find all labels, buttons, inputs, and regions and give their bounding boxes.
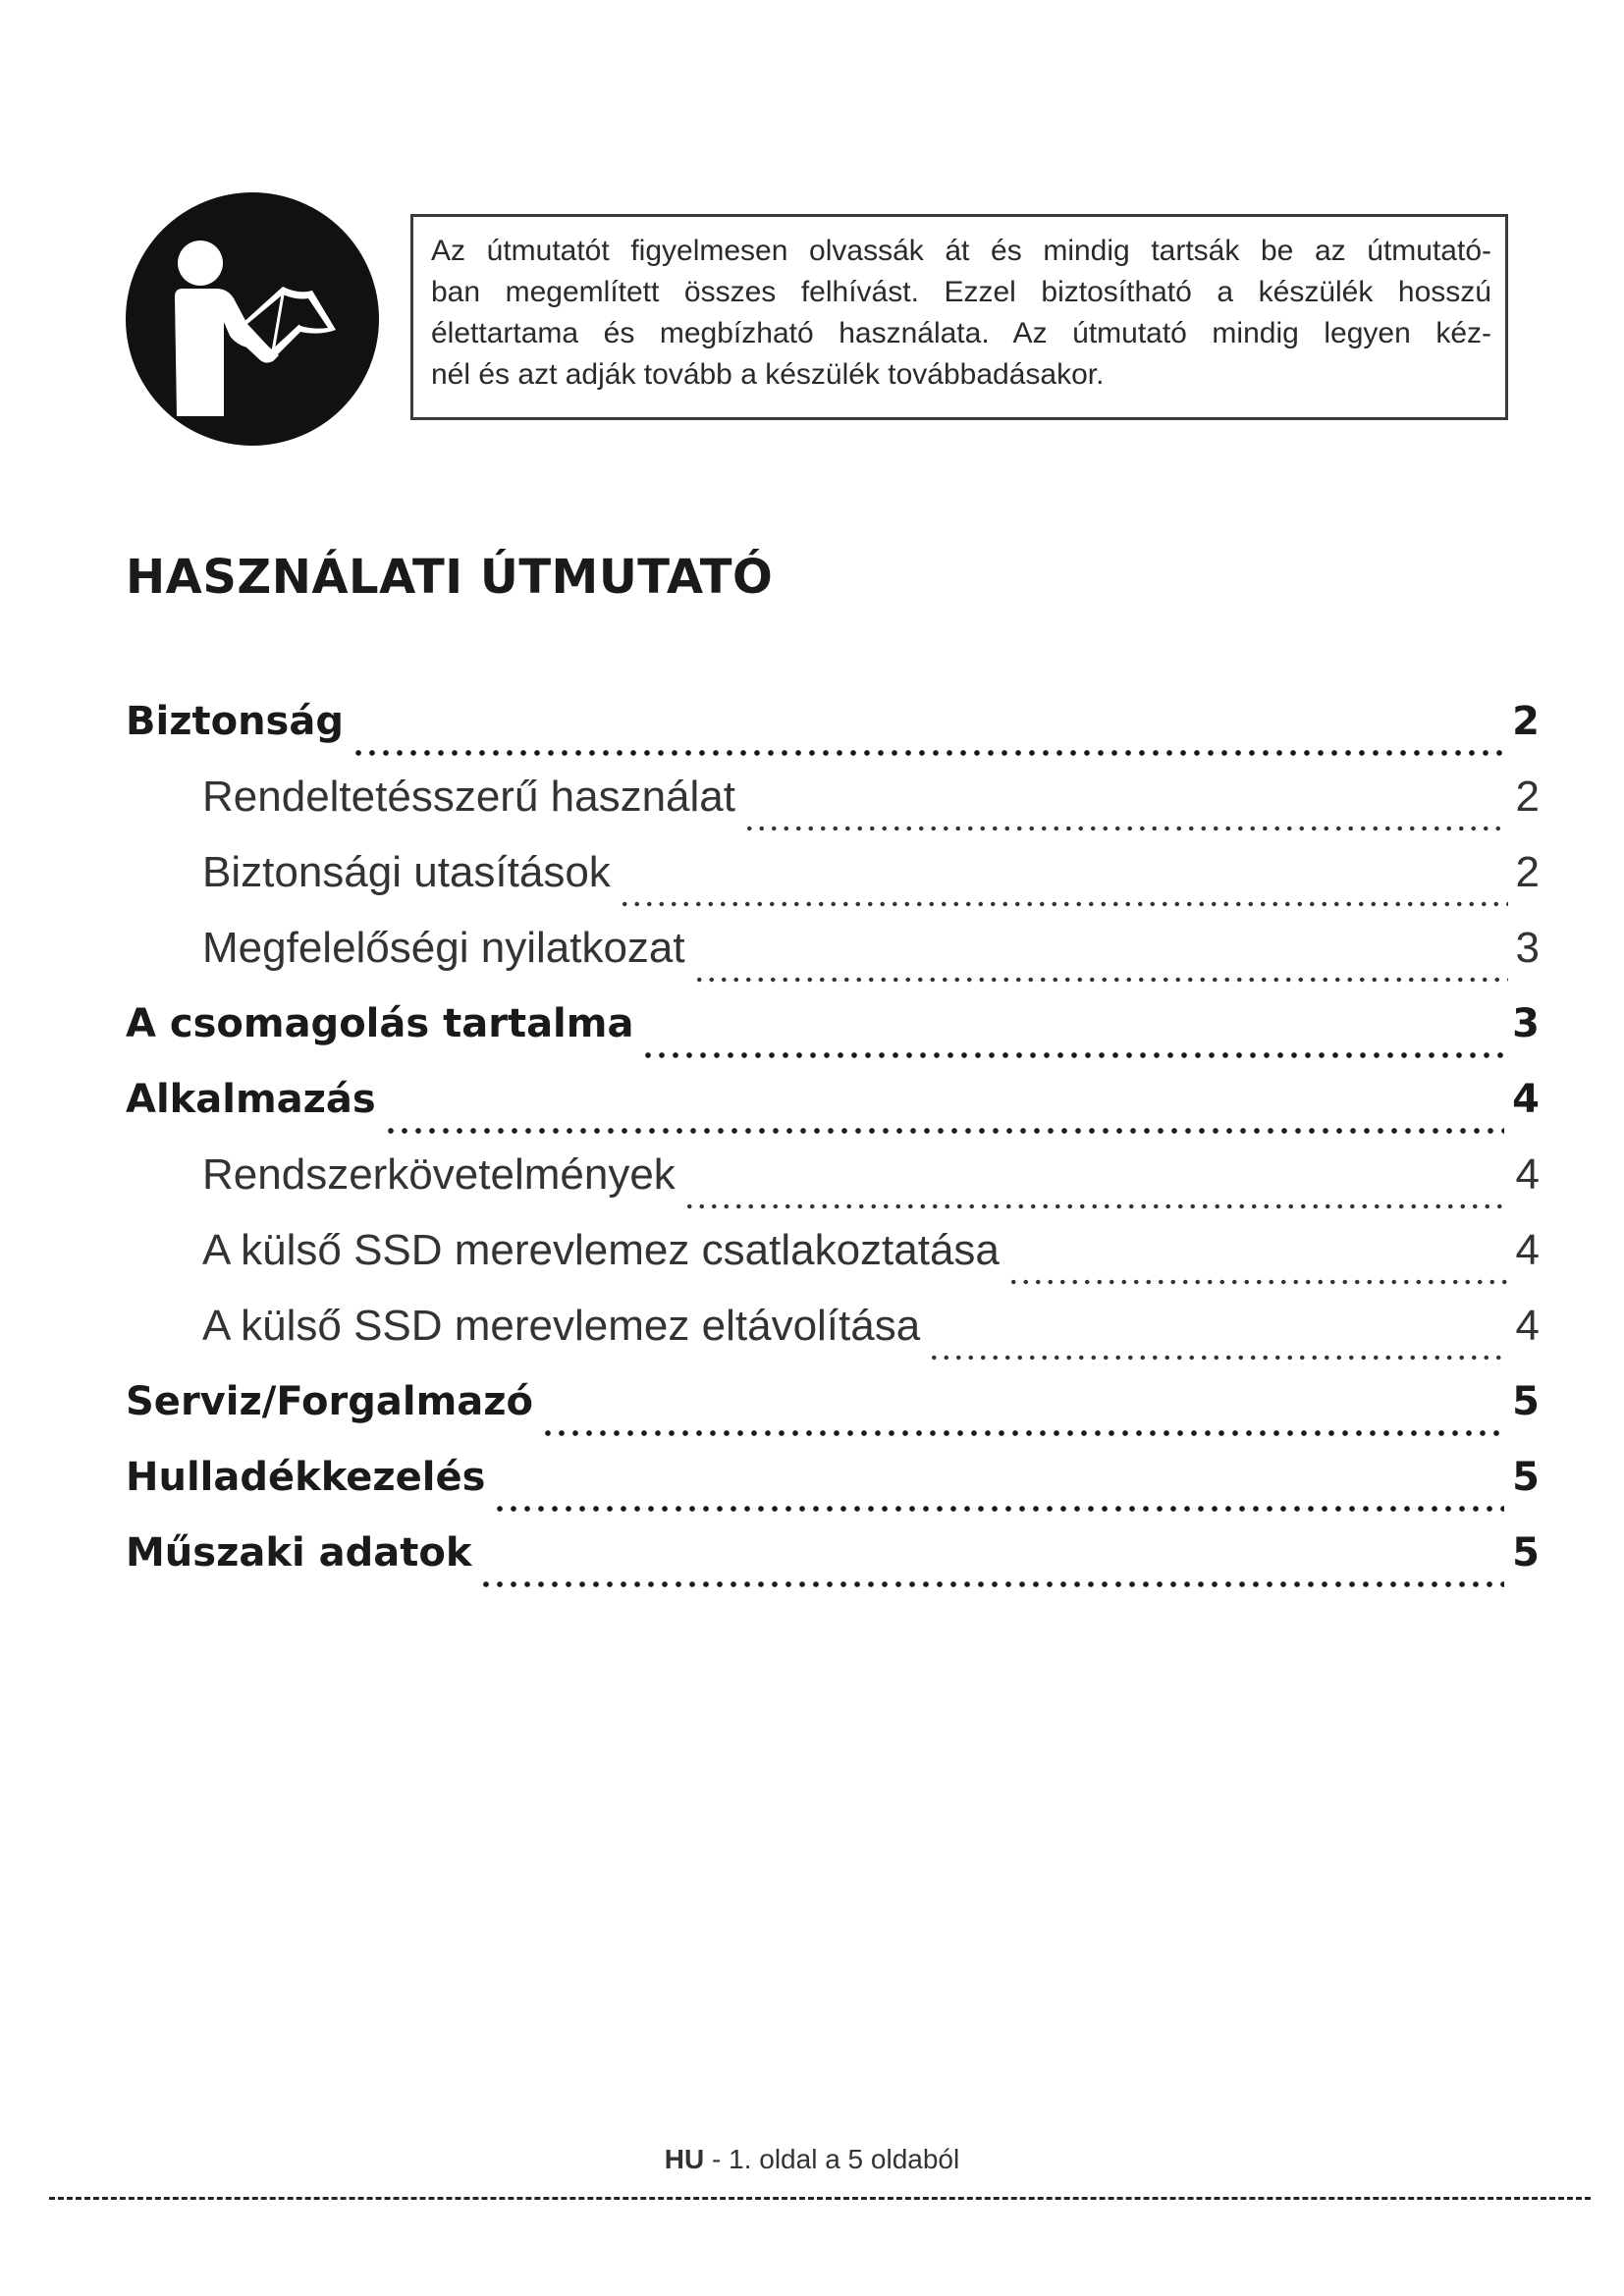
notice-box — [410, 214, 1508, 420]
toc-page-number: 2 — [1515, 847, 1540, 896]
toc-dot-leader — [1007, 1262, 1508, 1288]
toc-entry-label: A csomagolás tartalma — [126, 1000, 634, 1046]
toc-dot-leader — [352, 733, 1504, 759]
notice-line: élettartama és megbízható használata. Az útmutató mindig legyen kéz- — [431, 317, 1491, 349]
toc-dot-leader — [479, 1565, 1504, 1590]
toc-dot-leader — [928, 1338, 1507, 1363]
toc-page-number: 5 — [1512, 1454, 1540, 1500]
toc-page-number: 4 — [1515, 1301, 1540, 1350]
toc-entry-label: A külső SSD merevlemez csatlakoztatása — [202, 1225, 1000, 1274]
toc-page-number: 4 — [1515, 1225, 1540, 1274]
toc-entry[interactable] — [126, 1439, 1540, 1515]
toc-entry[interactable] — [126, 1061, 1540, 1137]
notice-line: Az útmutatót figyelmesen olvassák át és mindig tartsák be az útmutató- — [431, 235, 1491, 267]
toc-entry-label: Serviz/Forgalmazó — [126, 1378, 534, 1424]
toc-page-number: 4 — [1515, 1149, 1540, 1199]
toc-entry[interactable] — [126, 1515, 1540, 1590]
toc-entry-label: Biztonsági utasítások — [202, 847, 611, 896]
toc-subentry[interactable] — [126, 1137, 1540, 1212]
toc-page-number: 2 — [1512, 698, 1540, 744]
toc-dot-leader — [743, 809, 1508, 834]
toc-entry-label: A külső SSD merevlemez eltávolítása — [202, 1301, 921, 1350]
toc-dot-leader — [619, 884, 1508, 910]
toc-entry-label: Alkalmazás — [126, 1076, 376, 1122]
table-of-contents — [126, 683, 1540, 1590]
page-footer — [0, 2144, 1624, 2175]
toc-dot-leader — [641, 1036, 1504, 1061]
footer-language-code: HU — [664, 2144, 705, 2174]
toc-dot-leader — [541, 1414, 1504, 1439]
toc-dot-leader — [493, 1489, 1504, 1515]
notice-line: ban megemlített összes felhívást. Ezzel biztosítható a készülék hosszú — [431, 276, 1491, 308]
toc-page-number: 5 — [1512, 1378, 1540, 1424]
footer-separator: - — [704, 2144, 730, 2174]
toc-entry-label: Rendeltetésszerű használat — [202, 772, 735, 821]
toc-subentry[interactable] — [126, 910, 1540, 986]
toc-page-number: 3 — [1512, 1000, 1540, 1046]
toc-entry-label: Rendszerkövetelmények — [202, 1149, 676, 1199]
toc-entry[interactable] — [126, 683, 1540, 759]
toc-subentry[interactable] — [126, 834, 1540, 910]
toc-entry-label: Műszaki adatok — [126, 1529, 472, 1575]
toc-page-number: 5 — [1512, 1529, 1540, 1575]
toc-dot-leader — [693, 960, 1508, 986]
read-manual-icon — [126, 192, 379, 446]
toc-dot-leader — [683, 1187, 1508, 1212]
toc-dot-leader — [384, 1111, 1504, 1137]
notice-line: nél és azt adják tovább a készülék továbbadásakor. — [431, 358, 1105, 391]
footer-divider — [49, 2197, 1591, 2200]
toc-entry-label: Megfelelőségi nyilatkozat — [202, 923, 685, 972]
toc-entry[interactable] — [126, 1363, 1540, 1439]
toc-page-number: 4 — [1512, 1076, 1540, 1122]
toc-page-number: 2 — [1515, 772, 1540, 821]
toc-entry-label: Hulladékkezelés — [126, 1454, 486, 1500]
toc-subentry[interactable] — [126, 1212, 1540, 1288]
toc-subentry[interactable] — [126, 1288, 1540, 1363]
toc-page-number: 3 — [1515, 923, 1540, 972]
toc-entry[interactable] — [126, 986, 1540, 1061]
toc-entry-label: Biztonság — [126, 698, 344, 744]
document-title: HASZNÁLATI ÚTMUTATÓ — [126, 550, 774, 605]
toc-subentry[interactable] — [126, 759, 1540, 834]
footer-page-number: 1. oldal a 5 oldaból — [729, 2144, 960, 2174]
